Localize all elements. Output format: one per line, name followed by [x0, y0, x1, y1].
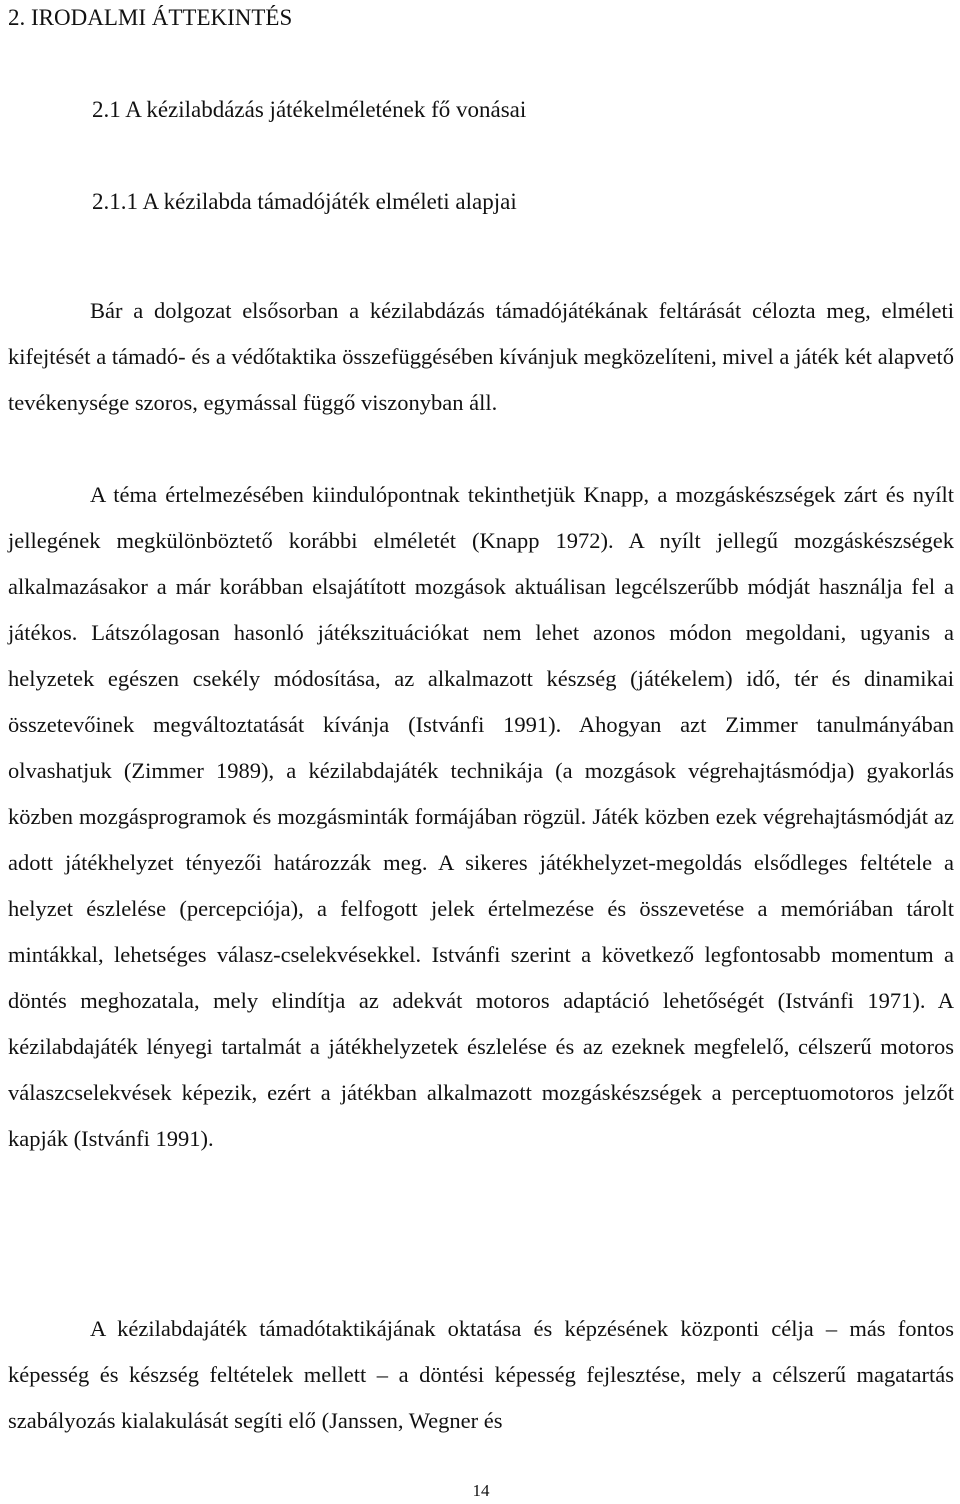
section-heading: 2.1 A kézilabdázás játékelméletének fő vonásai	[92, 97, 527, 122]
page-number: 14	[472, 1481, 490, 1500]
paragraph-2: A téma értelmezésében kiindulópontnak tekinthetjük Knapp, a mozgáskészségek zárt és nyílt jellegének megkülönböztető korábbi elméletét (Knapp 1972). A nyílt jellegű mozgáskészségek alkalmazásakor a már korábban elsajátított mozgások aktuálisan legcélszerűbb módját használja fel a játékos. Látszólagosan hasonló játékszituációkat nem lehet azonos módon megoldani, ugyanis a helyzetek egészen csekély módosítása, az alkalmazott készség (játékelem) idő, tér és dinamikai összetevőinek megváltoztatását kívánja (Istvánfi 1991). Ahogyan azt Zimmer tanulmányában olvashatjuk (Zimmer 1989), a kézilabdajáték technikája (a mozgások végrehajtásmódja) gyakorlás közben mozgásprogramok és mozgásminták formájában rögzül. Játék közben ezek végrehajtásmódját az adott játékhelyzet tényezői határozzák meg. A sikeres játékhelyzet-megoldás elsődleges feltétele a helyzet észlelése (percepciója), a felfogott jelek értelmezése és összevetése a memóriában tárolt mintákkal, lehetséges válasz-cselekvésekkel. Istvánfi szerint a következő legfontosabb momentum a döntés meghozatala, mely elindítja az adekvát motoros adaptáció lehetőségét (Istvánfi 1971). A kézilabdajáték lényegi tartalmát a játékhelyzetek észlelése és az ezeknek megfelelő, célszerű motoros válaszcselekvések képezik, ezért a játékban alkalmazott mozgáskészségek a perceptuomotoros jelzőt kapják (Istvánfi 1991).	[8, 482, 954, 1151]
paragraph-3: A kézilabdajáték támadótaktikájának oktatása és képzésének központi célja – más fontos képesség és készség feltételek mellett – a döntési képesség fejlesztése, mely a célszerű magatartás szabályozás kialakulását segíti elő (Janssen, Wegner és	[8, 1316, 954, 1433]
subsection-heading: 2.1.1 A kézilabda támadójáték elméleti alapjai	[92, 189, 517, 214]
document-page	[8, 0, 954, 1504]
chapter-heading: 2. IRODALMI ÁTTEKINTÉS	[8, 5, 293, 30]
paragraph-1: Bár a dolgozat elsősorban a kézilabdázás támadójátékának feltárását célozta meg, elméleti kifejtését a támadó- és a védőtaktika összefüggésében kívánjuk megközelíteni, mivel a játék két alapvető tevékenysége szoros, egymással függő viszonyban áll.	[8, 298, 954, 415]
